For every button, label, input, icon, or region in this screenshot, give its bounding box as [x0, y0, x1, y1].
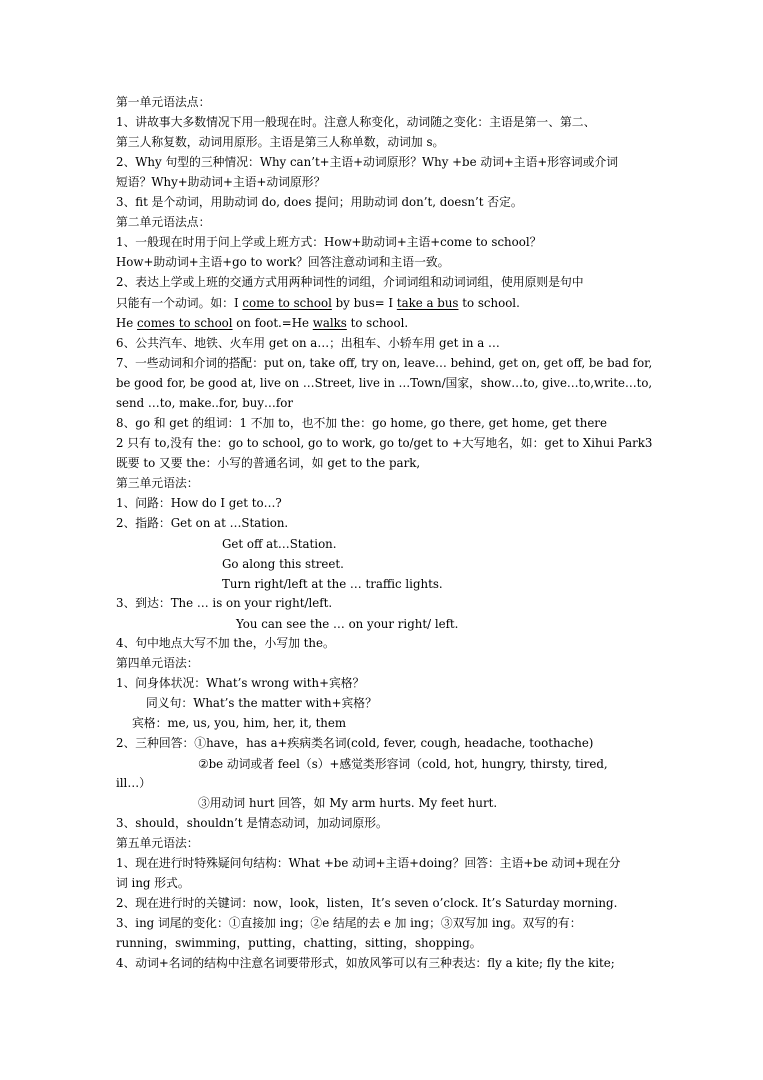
text-line: 1、问路：How do I get to…?: [116, 496, 282, 510]
unit-2-heading: 第二单元语法点：: [116, 215, 211, 229]
text-line: How+助动词+主语+go to work？回答注意动词和主语一致。: [116, 255, 450, 269]
text-line: ill…）: [116, 776, 151, 790]
text-line: 2 只有 to,没有 the：go to school, go to work, go to/get to +大写地名，如：get to Xihui Park3: [116, 436, 653, 450]
text-line-indented: ③用动词 hurt 回答，如 My arm hurts. My feet hurt.: [198, 796, 498, 810]
text-line: be good for, be good at, live on …Street, live in …Town/国家，show…to, give…to,write…to,: [116, 376, 653, 390]
underlined-phrase: take a bus: [396, 296, 459, 310]
unit-3-heading: 第三单元语法：: [116, 476, 199, 490]
text-segment: to school.: [346, 316, 409, 330]
text-segment: on foot.=He: [232, 316, 313, 330]
text-line: 1、一般现在时用于问上学或上班方式：How+助动词+主语+come to school？: [116, 235, 542, 249]
text-line: 2、现在进行时的关键词：now，look，listen，It’s seven o’clock. It’s Saturday morning.: [116, 896, 618, 910]
underlined-phrase: walks: [312, 316, 347, 330]
text-line: 2、指路：Get on at …Station.: [116, 516, 289, 530]
text-line-indented: Get off at…Station.: [222, 537, 337, 551]
text-line: 3、fit 是个动词，用助动词 do, does 提问；用助动词 don’t, doesn’t 否定。: [116, 195, 523, 209]
text-line-example: [116, 294, 520, 314]
text-line: 词 ing 形式。: [116, 876, 190, 890]
text-line: 2、三种回答：①have，has a+疾病类名词(cold, fever, cough, headache, toothache): [116, 736, 594, 750]
text-line-indented: 同义句：What’s the matter with+宾格？: [146, 696, 377, 710]
unit-5-heading: 第五单元语法：: [116, 836, 199, 850]
text-segment: I: [233, 296, 243, 310]
underlined-phrase: comes to school: [137, 316, 233, 330]
text-line: 4、动词+名词的结构中注意名词要带形式，如放风筝可以有三种表达：fly a kite; fly the kite;: [116, 956, 615, 970]
text-line: 1、问身体状况：What’s wrong with+宾格？: [116, 676, 365, 690]
text-line: 6、公共汽车、地铁、火车用 get on a…；出租车、小轿车用 get in a …: [116, 336, 500, 350]
unit-4-heading: 第四单元语法：: [116, 656, 199, 670]
text-segment: by bus= I: [331, 296, 397, 310]
text-line: 既要 to 又要 the：小写的普通名词，如 get to the park,: [116, 456, 421, 470]
text-line: send …to, make..for, buy…for: [116, 396, 293, 410]
text-segment: to school.: [458, 296, 520, 310]
text-line: 1、讲故事大多数情况下用一般现在时。注意人称变化，动词随之变化：主语是第一、第二、: [116, 115, 596, 129]
text-line-example: [116, 314, 408, 334]
text-line: 短语？Why+助动词+主语+动词原形？: [116, 175, 326, 189]
text-line-indented: Go along this street.: [222, 557, 344, 571]
text-line: running，swimming，putting，chatting，sitting，shopping。: [116, 936, 482, 950]
text-line-indented: You can see the … on your right/ left.: [236, 617, 459, 631]
text-line: 7、一些动词和介词的搭配：put on, take off, try on, leave… behind, get on, get off, be bad for,: [116, 356, 653, 370]
text-line: 2、表达上学或上班的交通方式用两种词性的词组，介词词组和动词词组，使用原则是句中: [116, 275, 584, 289]
text-line: 4、句中地点大写不加 the，小写加 the。: [116, 636, 335, 650]
unit-1-heading: 第一单元语法点：: [116, 95, 211, 109]
text-line: 3、到达：The … is on your right/left.: [116, 596, 333, 610]
text-line: 3、ing 词尾的变化：①直接加 ing；②e 结尾的去 e 加 ing；③双写加 ing。双写的有：: [116, 916, 582, 930]
underlined-phrase: come to school: [242, 296, 332, 310]
text-segment: He: [116, 316, 138, 330]
text-segment: 只能有一个动词。如：: [116, 296, 234, 310]
text-line-indented: Turn right/left at the … traffic lights.: [222, 577, 443, 591]
text-line-indented: ②be 动词或者 feel（s）+感觉类形容词（cold, hot, hungry, thirsty, tired,: [198, 757, 608, 771]
text-line-indented: 宾格：me, us, you, him, her, it, them: [132, 716, 347, 730]
text-line: 2、Why 句型的三种情况：Why can’t+主语+动词原形？Why +be 动词+主语+形容词或介词: [116, 155, 619, 169]
text-line: 第三人称复数，动词用原形。主语是第三人称单数，动词加 s。: [116, 135, 445, 149]
text-line: 3、should，shouldn’t 是情态动词，加动词原形。: [116, 816, 388, 830]
text-line: 8、go 和 get 的组词：1 不加 to，也不加 the：go home, go there, get home, get there: [116, 416, 607, 430]
text-line: 1、现在进行时特殊疑问句结构：What +be 动词+主语+doing？回答：主语+be 动词+现在分: [116, 856, 621, 870]
